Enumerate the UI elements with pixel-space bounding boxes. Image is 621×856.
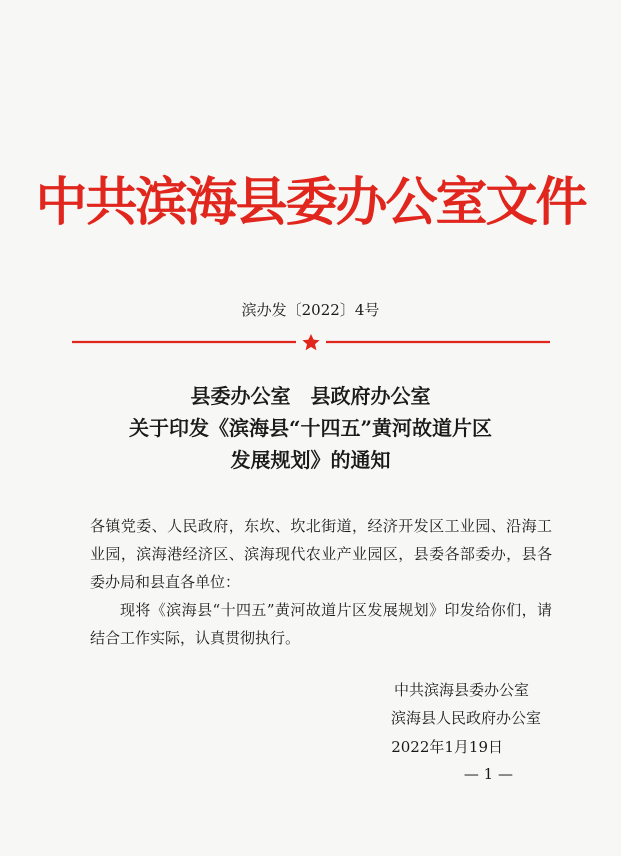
signature-date: 2022年1月19日 [391,738,503,756]
title-line-1: 县委办公室 县政府办公室 [190,384,431,408]
star-icon [302,334,319,350]
notice-title [0,380,621,476]
title-line-3: 发展规划》的通知 [230,448,391,472]
content-paragraph: 现将《滨海县“十四五”黄河故道片区发展规划》印发给你们，请结合工作实际，认真贯彻执行。 [90,601,552,647]
signature-org-2: 滨海县人民政府办公室 [390,709,541,727]
red-header-title: 中共滨海县委办公室文件 [35,173,586,233]
document-number: 滨办发〔2022〕4号 [241,301,380,319]
page-number: — 1 — [463,765,513,783]
title-line-2: 关于印发《滨海县“十四五”黄河故道片区 [128,416,492,440]
signature-org-1: 中共滨海县委办公室 [393,681,529,699]
recipients-paragraph: 各镇党委、人民政府，东坎、坎北街道，经济开发区工业园、沿海工业园，滨海港经济区、滨海现代农业产业园区，县委各部委办，县各委办局和县直各单位： [90,517,552,591]
notice-body [90,512,552,652]
signature-block [391,676,541,761]
red-divider-with-star [72,332,550,352]
